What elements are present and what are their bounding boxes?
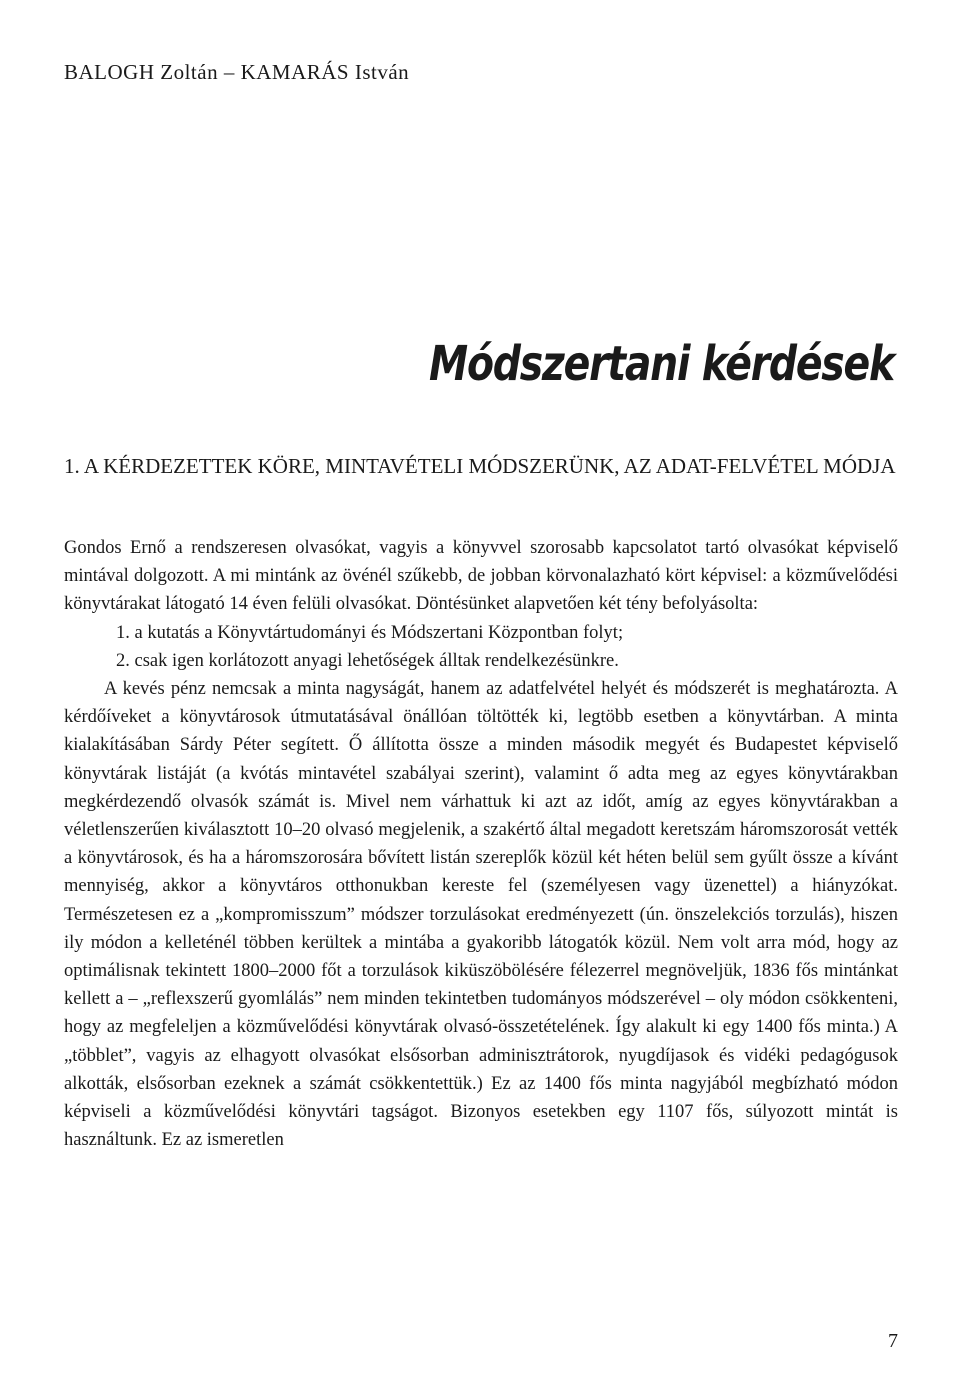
authors-header: BALOGH Zoltán – KAMARÁS István bbox=[64, 60, 410, 84]
page-number: 7 bbox=[888, 1330, 898, 1352]
section-heading: 1. A KÉRDEZETTEK KÖRE, MINTAVÉTELI MÓDSZERÜNK, AZ ADAT-FELVÉTEL MÓDJA bbox=[64, 454, 896, 478]
list-item: 1. a kutatás a Könyvtártudományi és Módszertani Központban folyt; bbox=[116, 622, 624, 643]
list-item: 2. csak igen korlátozott anyagi lehetőségek álltak rendelkezésünkre. bbox=[116, 650, 619, 671]
page-title: Módszertani kérdések bbox=[429, 336, 894, 392]
body-text bbox=[64, 534, 898, 1154]
intro-paragraph: Gondos Ernő a rendszeresen olvasókat, vagyis a könyvvel szorosabb kapcsolatot tartó olvasókat képviselő mintával dolgozott. A mi mintánk az övénél szűkebb, de jobban körvonalazható kört képvisel: a közművelődési könyvtárakat látogató 14 éven felüli olvasókat. Döntésünket alapvetően két tény befolyásolta: bbox=[64, 538, 898, 615]
main-paragraph: A kevés pénz nemcsak a minta nagyságát, hanem az adatfelvétel helyét és módszerét is meghatározta. A kérdőíveket a könyvtárosok útmutatásával önállóan töltötték ki, legtöbb esetben a könyvtárban. A minta kialakításában Sárdy Péter segített. Ő állította össze a minden második megyét és Budapestet képviselő könyvtárak listáját (a kvótás mintavétel szabályai szerint), valamint ő adta meg az egyes könyvtárakban megkérdezendő olvasók számát is. Mivel nem várhattuk ki azt az időt, amíg az egyes könyvtárakban a véletlenszerűen kiválasztott 10–20 olvasó megjelenik, a szakértő által megadott keretszám háromszorosát vették a könyvtárosok, és ha a háromszorosára bővített listán szereplők közül két héten belül sem gyűlt össze a kívánt mennyiség, akkor a könyvtáros otthonukban kereste fel (személyesen vagy üzenettel) a hiányzókat. Természetesen ez a „kompromisszum” módszer torzulásokat eredményezett (ún. önszelekciós torzulás), hiszen ily módon a kelleténél többen kerültek a mintába a gyakoribb látogatók közül. Nem volt arra mód, hogy az optimálisnak tekintett 1800–2000 főt a torzulások kiküszöbölésére félezerrel megnöveljük, 1836 fős mintánkat kellett a – „reflexszerű gyomlálás” nem minden tekintetben tudományos módszerével – oly módon csökkenteni, hogy az megfeleljen a közművelődési könyvtárak olvasó-összetételének. Így alakult ki egy 1400 fős minta.) A „többlet”, vagyis az elhagyott olvasókat elsősorban adminisztrátorok, nyugdíjasok és vidéki pedagógusok alkották, elsősorban ezeknek a számát csökkentettük.) Ez az 1400 fős minta nagyjából megbízható módon képviseli a közművelődési könyvtári tagságot. Bizonyos esetekben egy 1107 fős, súlyozott mintát is használtunk. Ez az ismeretlen bbox=[64, 679, 898, 1151]
